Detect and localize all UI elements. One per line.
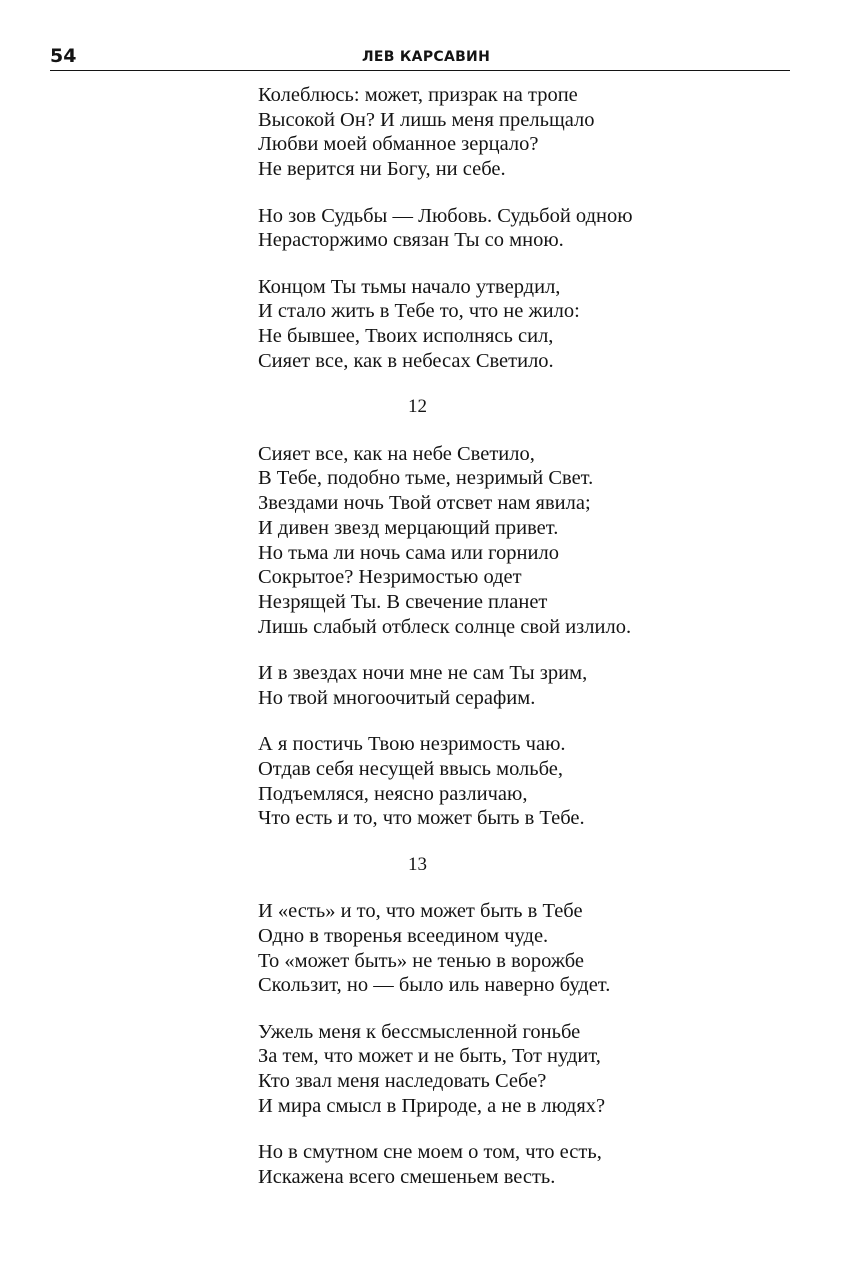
stanza-gap <box>258 998 818 1020</box>
stanza-gap <box>258 420 818 442</box>
verse-line: Колеблюсь: может, призрак на тропе <box>258 84 578 106</box>
stanza <box>258 83 818 182</box>
verse-line: Кто звал меня наследовать Себе? <box>258 1070 547 1093</box>
stanza <box>258 275 818 374</box>
stanza-gap <box>258 877 818 899</box>
verse-line: Одно в творенья всеедином чуде. <box>258 924 549 947</box>
verse-line: Не верится ни Богу, ни себе. <box>258 158 506 181</box>
verse-line: Сияет все, как в небесах Светило. <box>258 349 554 372</box>
stanza-gap <box>258 182 818 204</box>
page-header <box>50 44 790 72</box>
verse-line: Сокрытое? Незримостью одет <box>258 566 522 589</box>
verse-line: И «есть» и то, что может быть в Тебе <box>258 900 583 923</box>
verse-line: Незрящей Ты. В свечение планет <box>258 590 548 613</box>
verse-line: Что есть и то, что может быть в Тебе. <box>258 807 585 830</box>
verse-line: И стало жить в Тебе то, что не жило: <box>258 300 580 323</box>
poem-number: 12 <box>408 396 427 418</box>
stanza <box>258 204 818 253</box>
verse-line: Но твой многоочитый серафим. <box>258 686 536 709</box>
verse-line: Не бывшее, Твоих исполнясь сил, <box>258 325 554 348</box>
verse-line: Нерасторжимо связан Ты со мною. <box>258 229 564 252</box>
verse-line: Но тьма ли ночь сама или горнило <box>258 541 559 564</box>
stanza <box>258 661 818 710</box>
stanza-gap <box>258 639 818 661</box>
stanza <box>258 1140 818 1189</box>
verse-line: То «может быть» не тенью в ворожбе <box>258 949 585 972</box>
verse-line: И мира смысл в Природе, а не в людях? <box>258 1094 606 1117</box>
stanza <box>258 1020 818 1119</box>
page-number: 54 <box>50 45 77 67</box>
verse-line: В Тебе, подобно тьме, незримый Свет. <box>258 467 594 490</box>
verse-line: Искажена всего смешеньем весть. <box>258 1166 556 1189</box>
verse-line: Любви моей обманное зерцало? <box>258 133 539 156</box>
running-head: ЛЕВ КАРСАВИН <box>362 49 491 65</box>
poem-number: 13 <box>408 853 427 875</box>
verse-line: А я постичь Твою незримость чаю. <box>258 733 566 756</box>
verse-line: Сияет все, как на небе Светило, <box>258 442 535 465</box>
stanza-gap <box>258 710 818 732</box>
verse-line: Ужель меня к бессмысленной гоньбе <box>258 1020 581 1043</box>
verse-line: Но зов Судьбы — Любовь. Судьбой одною <box>258 204 633 227</box>
verse-line: Звездами ночь Твой отсвет нам явила; <box>258 492 591 515</box>
verse-line: Лишь слабый отблеск солнце свой излило. <box>258 615 632 638</box>
verse-line: Но в смутном сне моем о том, что есть, <box>258 1141 602 1164</box>
stanza <box>258 732 818 831</box>
poem-body <box>258 83 818 1190</box>
stanza-gap <box>258 373 818 395</box>
verse-line: Высокой Он? И лишь меня прельщало <box>258 108 595 131</box>
verse-line: Отдав себя несущей ввысь мольбе, <box>258 757 564 780</box>
stanza-gap <box>258 831 818 853</box>
verse-line: За тем, что может и не быть, Тот нудит, <box>258 1045 601 1068</box>
verse-line: Концом Ты тьмы начало утвердил, <box>258 275 561 298</box>
verse-line: Скользит, но — было иль наверно будет. <box>258 974 611 997</box>
verse-line: И дивен звезд мерцающий привет. <box>258 516 559 539</box>
verse-line: И в звездах ночи мне не сам Ты зрим, <box>258 662 588 685</box>
verse-line: Подъемляся, неясно различаю, <box>258 782 528 805</box>
stanza-gap <box>258 1119 818 1141</box>
stanza <box>258 899 818 998</box>
stanza <box>258 442 818 640</box>
stanza-gap <box>258 253 818 275</box>
header-rule <box>50 70 790 71</box>
